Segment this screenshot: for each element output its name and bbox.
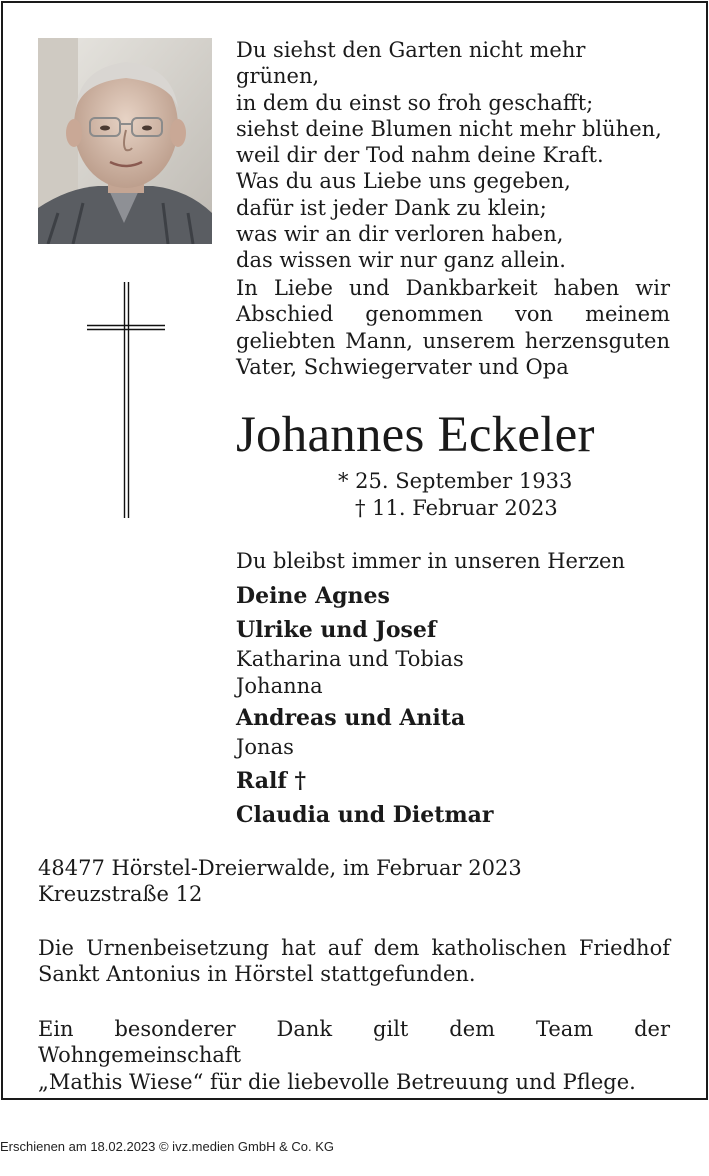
deceased-name: Johannes Eckeler [236, 407, 595, 463]
cross-icon [84, 282, 168, 518]
burial-line: Die Urnenbeisetzung hat auf dem katholischen Friedhof [38, 936, 670, 960]
poem-line: siehst deine Blumen nicht mehr blühen, [236, 116, 662, 141]
family-name: Ulrike und Josef [236, 617, 437, 643]
poem-line: Was du aus Liebe uns gegeben, [236, 169, 571, 194]
poem-line: Du siehst den Garten nicht mehr grünen, [236, 38, 586, 89]
poem [236, 37, 670, 274]
place-date: 48477 Hörstel-Dreierwalde, im Februar 2023 [38, 856, 522, 880]
intro-line: Abschied genommen von meinem [236, 302, 670, 327]
burial-note [38, 935, 670, 988]
birth-date: * 25. September 1933 [338, 469, 573, 493]
poem-line: dafür ist jeder Dank zu klein; [236, 195, 547, 220]
poem-line: was wir an dir verloren haben, [236, 222, 564, 247]
intro-line: In Liebe und Dankbarkeit haben wir [236, 276, 670, 300]
family-name: Claudia und Dietmar [236, 801, 494, 828]
grandchildren: Jonas [236, 735, 294, 759]
poem-line: das wissen wir nur ganz allein. [236, 248, 566, 273]
death-date: † 11. Februar 2023 [355, 496, 558, 520]
street: Kreuzstraße 12 [38, 882, 203, 907]
address [38, 855, 670, 908]
thanks-line: Ein besonderer Dank gilt dem Team der Wohngemeinschaft [38, 1017, 670, 1068]
intro-line: Vater, Schwiegervater und Opa [236, 354, 569, 379]
grandchildren: Johanna [236, 673, 323, 698]
thanks-line: „Mathis Wiese“ für die liebevolle Betreuung und Pflege. [38, 1069, 636, 1094]
intro-text [236, 275, 670, 380]
intro-line: geliebten Mann, unserem herzensguten [236, 328, 670, 353]
grandchildren: Katharina und Tobias [236, 647, 464, 671]
family-name: Deine Agnes [236, 583, 390, 609]
closing-line: Du bleibst immer in unseren Herzen [236, 549, 625, 573]
burial-line: Sankt Antonius in Hörstel stattgefunden. [38, 962, 476, 987]
publication-footer: Erschienen am 18.02.2023 © ivz.medien GmbH & Co. KG [0, 1139, 335, 1154]
family-name: Andreas und Anita [236, 705, 466, 731]
poem-line: in dem du einst so froh geschafft; [236, 90, 594, 115]
thanks-note [38, 1016, 670, 1095]
family-list [236, 581, 670, 831]
portrait-photo [38, 38, 212, 244]
poem-line: weil dir der Tod nahm deine Kraft. [236, 143, 604, 168]
family-name: Ralf † [236, 767, 307, 794]
